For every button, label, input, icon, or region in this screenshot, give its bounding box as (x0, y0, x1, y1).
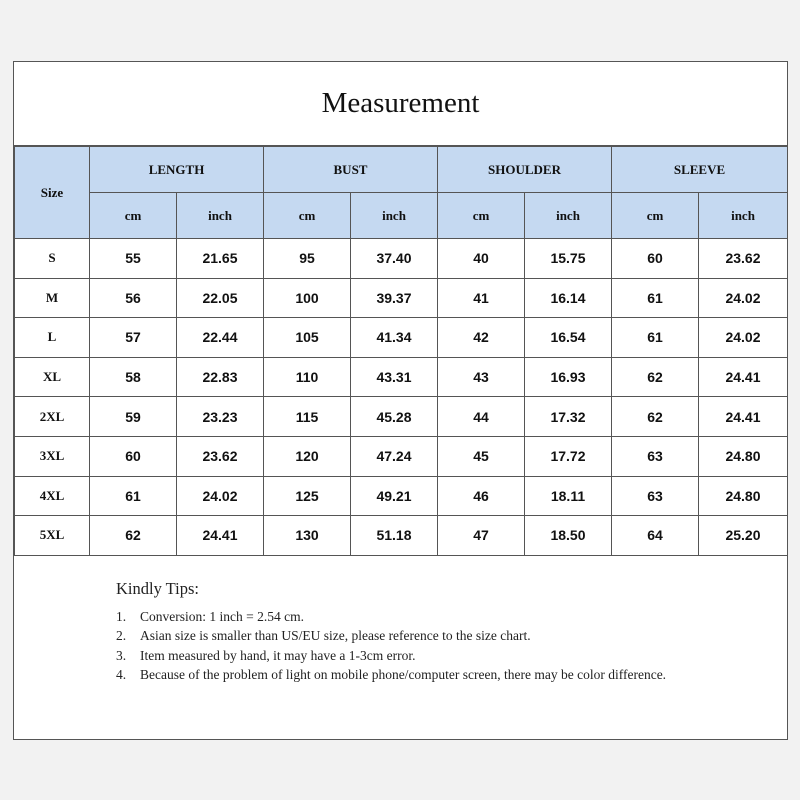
measurement-cell: 24.02 (699, 278, 788, 318)
measurement-cell: 37.40 (351, 239, 438, 279)
table-row (15, 397, 788, 437)
measurement-cell: 22.05 (177, 278, 264, 318)
measurement-cell: 40 (438, 239, 525, 279)
table-row (15, 476, 788, 516)
group-header-bust: BUST (264, 147, 438, 193)
measurement-cell: 24.41 (177, 516, 264, 556)
tip-text: Because of the problem of light on mobile phone/computer screen, there may be color difference. (140, 666, 667, 682)
measurement-cell: 63 (612, 436, 699, 476)
table-row (15, 436, 788, 476)
table-row (15, 278, 788, 318)
table-header (15, 147, 788, 239)
size-cell: 3XL (15, 436, 90, 476)
measurement-cell: 57 (90, 318, 177, 358)
measurement-cell: 110 (264, 357, 351, 397)
tip-text: Item measured by hand, it may have a 1-3cm error. (140, 647, 416, 663)
size-cell: S (15, 239, 90, 279)
tip-number: 1. (116, 609, 127, 624)
measurement-cell: 60 (90, 436, 177, 476)
measurement-cell: 56 (90, 278, 177, 318)
unit-header: cm (90, 193, 177, 239)
size-table (14, 146, 788, 556)
tip-item (116, 626, 676, 645)
size-cell: 4XL (15, 476, 90, 516)
header-unit-row (15, 193, 788, 239)
measurement-cell: 41.34 (351, 318, 438, 358)
measurement-cell: 23.62 (699, 239, 788, 279)
measurement-cell: 61 (612, 318, 699, 358)
tip-text: Conversion: 1 inch = 2.54 cm. (140, 609, 304, 624)
tip-text: Asian size is smaller than US/EU size, please reference to the size chart. (140, 628, 531, 644)
unit-header: cm (438, 193, 525, 239)
table-row (15, 318, 788, 358)
measurement-cell: 63 (612, 476, 699, 516)
group-header-sleeve: SLEEVE (612, 147, 788, 193)
tip-item (116, 646, 676, 665)
header-group-row (15, 147, 788, 193)
unit-header: inch (699, 193, 788, 239)
measurement-cell: 15.75 (525, 239, 612, 279)
measurement-cell: 61 (612, 278, 699, 318)
measurement-cell: 41 (438, 278, 525, 318)
size-cell: L (15, 318, 90, 358)
measurement-cell: 18.11 (525, 476, 612, 516)
tip-number: 3. (116, 647, 127, 663)
unit-header: inch (525, 193, 612, 239)
chart-title: Measurement (14, 62, 787, 146)
unit-header: inch (351, 193, 438, 239)
group-header-shoulder: SHOULDER (438, 147, 612, 193)
table-row (15, 516, 788, 556)
measurement-cell: 61 (90, 476, 177, 516)
measurement-cell: 55 (90, 239, 177, 279)
measurement-cell: 51.18 (351, 516, 438, 556)
measurement-cell: 39.37 (351, 278, 438, 318)
measurement-cell: 22.44 (177, 318, 264, 358)
measurement-cell: 23.62 (177, 436, 264, 476)
measurement-cell: 25.20 (699, 516, 788, 556)
measurement-cell: 115 (264, 397, 351, 437)
size-chart-frame (13, 61, 788, 740)
unit-header: inch (177, 193, 264, 239)
measurement-cell: 24.80 (699, 476, 788, 516)
measurement-cell: 24.41 (699, 357, 788, 397)
tips-list (116, 607, 676, 684)
tips-title: Kindly Tips: (116, 579, 199, 598)
table-body (15, 239, 788, 556)
measurement-cell: 17.32 (525, 397, 612, 437)
measurement-cell: 64 (612, 516, 699, 556)
measurement-cell: 24.02 (699, 318, 788, 358)
measurement-cell: 18.50 (525, 516, 612, 556)
measurement-cell: 60 (612, 239, 699, 279)
unit-header: cm (264, 193, 351, 239)
measurement-cell: 43 (438, 357, 525, 397)
size-cell: XL (15, 357, 90, 397)
measurement-cell: 16.93 (525, 357, 612, 397)
measurement-cell: 49.21 (351, 476, 438, 516)
size-cell: M (15, 278, 90, 318)
measurement-cell: 62 (612, 397, 699, 437)
measurement-cell: 45 (438, 436, 525, 476)
measurement-cell: 43.31 (351, 357, 438, 397)
measurement-cell: 62 (90, 516, 177, 556)
table-row (15, 239, 788, 279)
measurement-cell: 24.02 (177, 476, 264, 516)
group-header-length: LENGTH (90, 147, 264, 193)
measurement-cell: 45.28 (351, 397, 438, 437)
measurement-cell: 62 (612, 357, 699, 397)
measurement-cell: 125 (264, 476, 351, 516)
measurement-cell: 58 (90, 357, 177, 397)
measurement-cell: 24.41 (699, 397, 788, 437)
tip-number: 2. (116, 628, 127, 644)
kindly-tips (94, 567, 711, 728)
measurement-cell: 44 (438, 397, 525, 437)
measurement-cell: 42 (438, 318, 525, 358)
measurement-cell: 16.14 (525, 278, 612, 318)
measurement-cell: 16.54 (525, 318, 612, 358)
measurement-cell: 24.80 (699, 436, 788, 476)
measurement-cell: 47 (438, 516, 525, 556)
tip-item (116, 607, 676, 626)
measurement-cell: 23.23 (177, 397, 264, 437)
unit-header: cm (612, 193, 699, 239)
tip-item (116, 665, 676, 684)
size-cell: 2XL (15, 397, 90, 437)
measurement-cell: 21.65 (177, 239, 264, 279)
measurement-cell: 22.83 (177, 357, 264, 397)
measurement-cell: 59 (90, 397, 177, 437)
measurement-cell: 100 (264, 278, 351, 318)
measurement-cell: 95 (264, 239, 351, 279)
measurement-cell: 105 (264, 318, 351, 358)
size-header: Size (15, 147, 90, 239)
measurement-cell: 17.72 (525, 436, 612, 476)
tip-number: 4. (116, 666, 127, 682)
measurement-cell: 46 (438, 476, 525, 516)
size-cell: 5XL (15, 516, 90, 556)
measurement-cell: 120 (264, 436, 351, 476)
table-row (15, 357, 788, 397)
measurement-cell: 47.24 (351, 436, 438, 476)
measurement-cell: 130 (264, 516, 351, 556)
